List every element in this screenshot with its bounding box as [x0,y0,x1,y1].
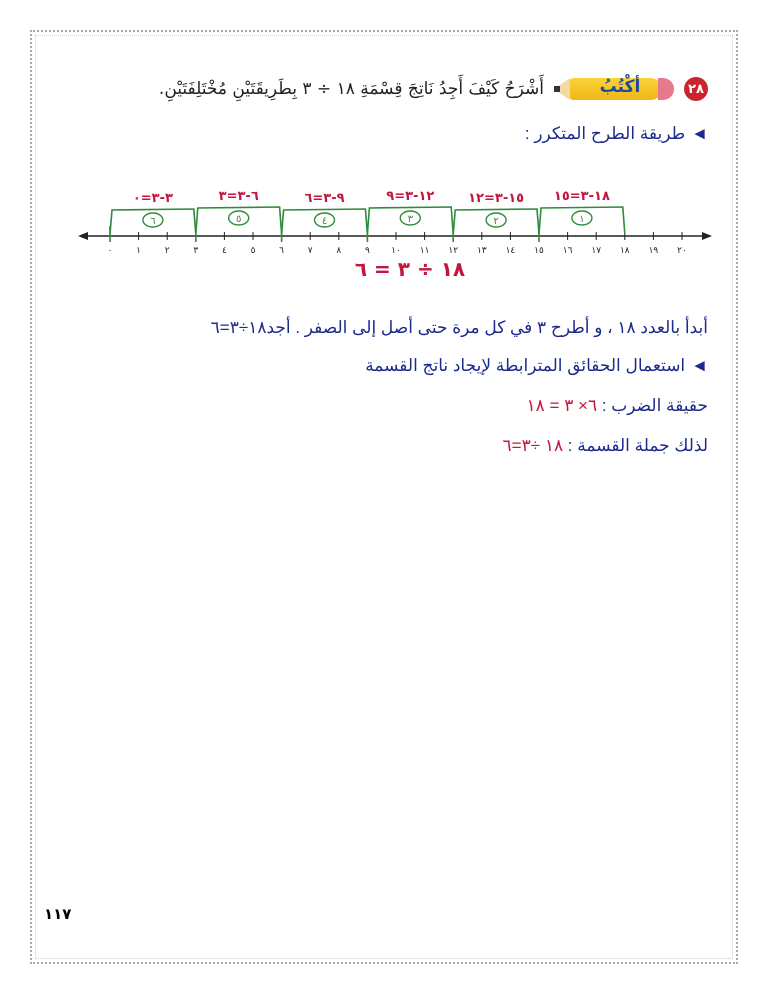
question-number: ٢٨ [684,77,708,101]
step-count: ٣ [407,214,413,225]
tick-label: ٩ [364,246,370,256]
step-label: ٣-٣=٠ [132,191,173,206]
tick-label: ١٥ [534,246,544,256]
tick-label: ٢٠ [677,246,687,256]
multiplication-fact-row [527,396,708,416]
tick-label: ٤ [221,246,227,256]
fact1-label: حقيقة الضرب : [597,396,708,415]
tick-label: ٢ [164,246,170,256]
arrow-left-icon [78,232,88,240]
fact1-value: ٦× ٣ = ١٨ [526,396,598,415]
number-line-result: ١٨ ÷ ٣ = ٦ [354,257,466,281]
arrow-bullet-icon: ◄ [691,356,708,375]
tick-label: ١٠ [391,246,401,256]
tick-label: ١٨ [619,246,630,256]
step-label: ١٥-٣=١٢ [468,191,525,206]
tick-label: ١١ [419,246,430,256]
tick-label: ١٣ [476,246,487,256]
division-sentence-row [503,436,708,456]
page-number: ١١٧ [44,905,72,923]
step-count: ١ [579,214,585,225]
fact2-label: لذلك جملة القسمة : [563,436,708,455]
method1-title: طريقة الطرح المتكرر : [524,124,686,143]
tick-label: ٥ [250,246,256,256]
step-count: ٢ [493,216,499,227]
tick-label: ١٦ [562,246,573,256]
step-label: ٩-٣=٦ [304,191,345,206]
subtraction-steps [110,189,625,242]
step-label: ١٢-٣=٩ [386,189,435,204]
tick-label: ١٧ [591,246,602,256]
pencil-icon [554,76,674,102]
number-line-axis [78,232,712,240]
arrow-bullet-icon: ◄ [691,124,708,143]
tick-label: ٦ [279,246,285,256]
step-count: ٤ [321,216,328,227]
question-text: أَشْرَحُ كَيْفَ أَجِدُ نَاتِجَ قِسْمَةِ ١٨ ÷ ٣ بِطَرِيقَتَيْنِ مُخْتَلِفَتَيْنِ. [158,79,544,99]
explanation-text: أبدأ بالعدد ١٨ ، و أطرح ٣ في كل مرة حتى أصل إلى الصفر . أجد١٨÷٣=٦ [210,318,708,337]
fact2-value: ١٨ ÷٣=٦ [502,436,564,455]
method2-title: استعمال الحقائق المترابطة لإيجاد ناتج القسمة [365,356,686,375]
step-count: ٥ [236,214,242,225]
method2-title-row [365,356,708,376]
tick-label: ٧ [307,246,313,256]
question-row [159,72,708,106]
step-label: ٦-٣=٣ [218,189,259,204]
step-label: ١٨-٣=١٥ [553,189,610,204]
tick-label: ٠ [107,246,113,256]
method1-title-row [525,124,708,144]
write-label: أكْتُبُ [599,77,641,97]
step-count: ٦ [150,216,156,227]
tick-label: ١٤ [505,246,516,256]
arrow-right-icon [702,232,712,240]
tick-label: ١٢ [448,246,459,256]
tick-label: ١٩ [648,246,659,256]
tick-label: ٨ [336,246,342,256]
tick-label: ٣ [193,246,199,256]
tick-label: ١ [136,246,142,256]
